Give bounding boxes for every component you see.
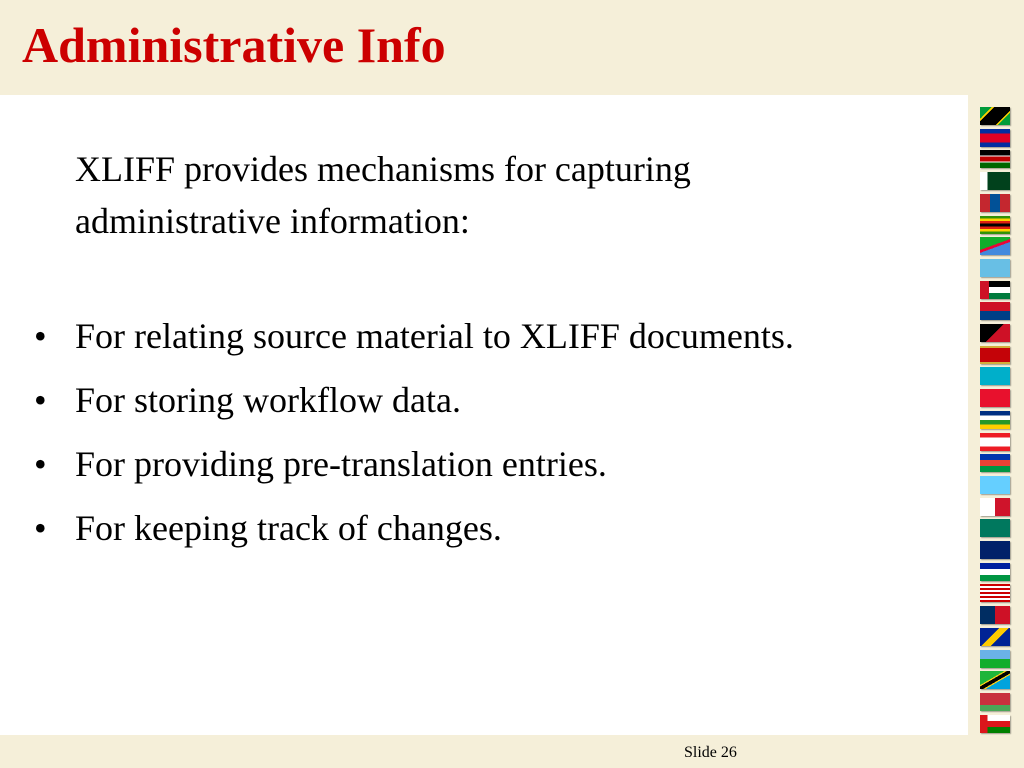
fiji-flag-icon: [980, 259, 1010, 277]
kyrgyzstan-flag-icon: [980, 389, 1010, 407]
central-african-flag-icon: [980, 411, 1010, 429]
bullet-text: For relating source material to XLIFF documents.: [75, 316, 794, 356]
bullet-text: For storing workflow data.: [75, 380, 461, 420]
bosnia-flag-icon: [980, 628, 1010, 646]
lebanon-flag-icon: [980, 433, 1010, 451]
bullet-glyph: •: [34, 444, 47, 484]
tanzania-flag-icon: [980, 671, 1010, 689]
intro-paragraph: XLIFF provides mechanisms for capturing administrative information:: [75, 149, 691, 241]
bullet-glyph: •: [34, 380, 47, 420]
dominican-flag-icon: [980, 606, 1010, 624]
kenya-flag-icon: [980, 150, 1010, 168]
flag-strip: [968, 95, 1024, 735]
papua-new-guinea-flag-icon: [980, 324, 1010, 342]
mongolia-flag-icon: [980, 194, 1010, 212]
djibouti-flag-icon: [980, 650, 1010, 668]
bullet-text: For providing pre-translation entries.: [75, 444, 607, 484]
slide-header: [0, 0, 1024, 95]
bullet-item: [0, 374, 855, 427]
lesotho-flag-icon: [980, 563, 1010, 581]
eritrea-flag-icon: [980, 237, 1010, 255]
malaysia-flag-icon: [980, 584, 1010, 602]
montenegro-flag-icon: [980, 346, 1010, 364]
bullet-item: [0, 438, 855, 491]
macau-flag-icon: [980, 519, 1010, 537]
bullet-glyph: •: [34, 316, 47, 356]
malta-flag-icon: [980, 498, 1010, 516]
slide-number: Slide 26: [684, 744, 737, 761]
belarus-flag-icon: [980, 693, 1010, 711]
cambodia-flag-icon: [980, 129, 1010, 147]
kazakhstan-flag-icon: [980, 367, 1010, 385]
jamaica-flag-icon: [980, 107, 1010, 125]
pakistan-flag-icon: [980, 172, 1010, 190]
palestine-flag-icon: [980, 281, 1010, 299]
bullet-list: [0, 310, 900, 566]
new-caledonia-flag-icon: [980, 454, 1010, 472]
slide-content: [0, 95, 968, 735]
slide-footer: [0, 735, 1024, 768]
oman-flag-icon: [980, 715, 1010, 733]
bullet-item: [0, 502, 855, 555]
slide-title: Administrative Info: [22, 17, 446, 73]
heard-island-flag-icon: [980, 541, 1010, 559]
bullet-text: For keeping track of changes.: [75, 508, 502, 548]
kiribati-flag-icon: [980, 302, 1010, 320]
bullet-item: [0, 310, 855, 363]
saint-lucia-flag-icon: [980, 476, 1010, 494]
bullet-glyph: •: [34, 508, 47, 548]
zimbabwe-flag-icon: [980, 216, 1010, 234]
